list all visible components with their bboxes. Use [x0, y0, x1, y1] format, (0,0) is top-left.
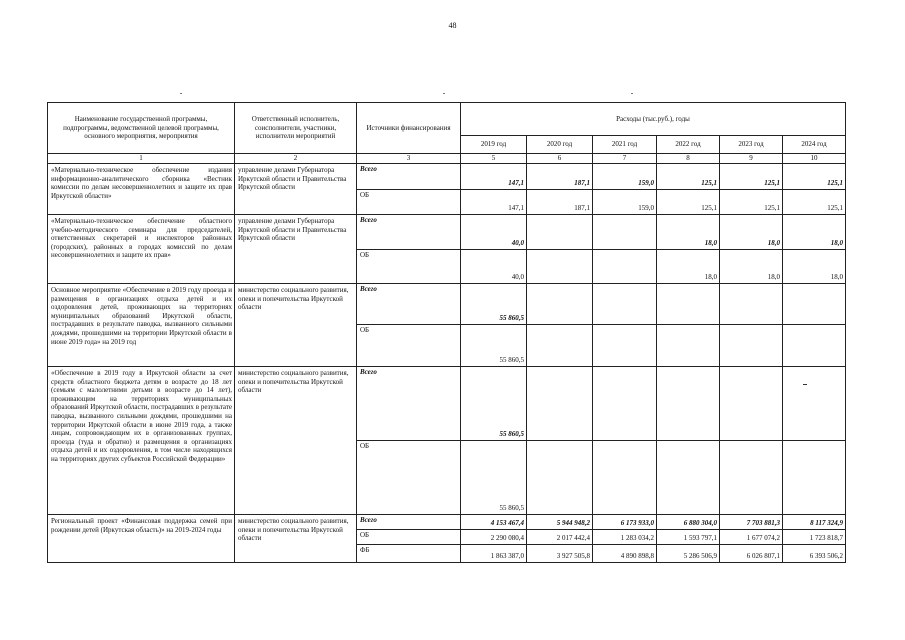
value-cell: 1 593 797,1	[657, 530, 720, 545]
value-cell	[783, 367, 846, 441]
value-cell	[657, 284, 720, 325]
header-year: 2022 год	[657, 136, 720, 154]
value-cell	[527, 367, 593, 441]
row-name: «Материально-техническое обеспечение областного учебно-методического семинара для председателей, ответственных секретарей и инспекторов районных (городских), районных в городах комиссий по делам несовершеннолетних и защите их прав»	[48, 215, 235, 284]
value-cell: 6 026 807,1	[720, 545, 783, 563]
table-row	[48, 515, 846, 530]
value-cell: 2 290 080,4	[461, 530, 527, 545]
value-cell: 4 890 898,8	[593, 545, 657, 563]
value-cell	[783, 441, 846, 515]
value-cell: 4 153 467,4	[461, 515, 527, 530]
value-cell: 40,0	[461, 215, 527, 250]
row-name: «Обеспечение в 2019 году в Иркутской области за счет средств областного бюджета детям в возрасте до 18 лет (семьям с малолетними детьми в возрасте до 14 лет), проживающим на территориях муниципальных образований Иркутской области, пострадавших в результате паводка, вызванного сильными дождями, прошедшими на территории Иркутской области в июне 2019 года, а также лицам, сопровождающим их в организованных группах, проезда (туда и обратно) и размещения в организациях отдыха детей и их оздоровления, в том числе находящихся на территориях других субъектов Российской Федерации»	[48, 367, 235, 515]
value-cell	[593, 215, 657, 250]
value-cell: 18,0	[657, 215, 720, 250]
column-number: 3	[357, 154, 461, 164]
table-row	[48, 164, 846, 190]
value-cell: 125,1	[783, 190, 846, 215]
source-label: ОБ	[357, 325, 461, 367]
header-year: 2019 год	[461, 136, 527, 154]
value-cell: 125,1	[657, 190, 720, 215]
source-label: Всего	[357, 515, 461, 530]
page-number: 48	[448, 21, 457, 30]
expenditure-table	[47, 102, 846, 563]
row-name: Основное мероприятие «Обеспечение в 2019 году проезда и размещения в организациях отдыха детей и их оздоровления детей, проживающих на территориях муниципальных образований Иркутской области, пострадавших в результате паводка, вызванного сильными дождями, прошедшими на территории Иркутской области в июне 2019 года» на 2019 год	[48, 284, 235, 367]
scan-speck	[180, 93, 182, 94]
column-number: 8	[657, 154, 720, 164]
header-responsible: Ответственный исполнитель, соисполнители, участники, исполнители мероприятий	[235, 103, 357, 154]
column-number: 1	[48, 154, 235, 164]
value-cell: 147,1	[461, 190, 527, 215]
value-cell	[527, 250, 593, 284]
source-label: Всего	[357, 284, 461, 325]
value-cell	[657, 325, 720, 367]
source-label: ОБ	[357, 441, 461, 515]
value-cell: 5 286 506,9	[657, 545, 720, 563]
row-responsible: министерство социального развития, опеки и попечительства Иркутской области	[235, 367, 357, 515]
value-cell	[657, 441, 720, 515]
value-cell: 5 944 948,2	[527, 515, 593, 530]
value-cell: 18,0	[720, 215, 783, 250]
source-label: ОБ	[357, 190, 461, 215]
value-cell: 18,0	[657, 250, 720, 284]
value-cell: 1 677 074,2	[720, 530, 783, 545]
value-cell	[527, 441, 593, 515]
value-cell: 147,1	[461, 164, 527, 190]
value-cell: 125,1	[657, 164, 720, 190]
value-cell: 2 017 442,4	[527, 530, 593, 545]
scan-speck	[443, 93, 445, 94]
column-number-row	[48, 154, 846, 164]
value-cell: 55 860,5	[461, 441, 527, 515]
row-responsible: управление делами Губернатора Иркутской области и Правительства Иркутской области	[235, 215, 357, 284]
value-cell: 40,0	[461, 250, 527, 284]
value-cell: 6 173 933,0	[593, 515, 657, 530]
value-cell: 187,1	[527, 164, 593, 190]
value-cell	[720, 325, 783, 367]
value-cell	[593, 441, 657, 515]
value-cell: 1 863 387,0	[461, 545, 527, 563]
value-cell: 125,1	[720, 190, 783, 215]
scan-mark	[803, 384, 807, 385]
value-cell: 55 860,5	[461, 284, 527, 325]
value-cell: 125,1	[720, 164, 783, 190]
value-cell: 55 860,5	[461, 367, 527, 441]
source-label: Всего	[357, 164, 461, 190]
table-row	[48, 367, 846, 441]
value-cell	[593, 367, 657, 441]
value-cell: 18,0	[783, 250, 846, 284]
value-cell	[593, 284, 657, 325]
value-cell: 187,1	[527, 190, 593, 215]
value-cell	[593, 325, 657, 367]
value-cell	[657, 367, 720, 441]
column-number: 2	[235, 154, 357, 164]
value-cell: 8 117 324,9	[783, 515, 846, 530]
header-year: 2024 год	[783, 136, 846, 154]
row-responsible: управление делами Губернатора Иркутской области и Правительства Иркутской области	[235, 164, 357, 215]
value-cell	[593, 250, 657, 284]
column-number: 6	[527, 154, 593, 164]
value-cell: 6 880 304,0	[657, 515, 720, 530]
header-expenses: Расходы (тыс.руб.), годы	[461, 103, 846, 136]
row-responsible: министерство социального развития, опеки и попечительства Иркутской области	[235, 284, 357, 367]
source-label: ОБ	[357, 530, 461, 545]
value-cell	[720, 284, 783, 325]
source-label: Всего	[357, 367, 461, 441]
header-year: 2021 год	[593, 136, 657, 154]
value-cell	[783, 284, 846, 325]
row-name: Региональный проект «Финансовая поддержка семей при рождении детей (Иркутская область)» на 2019-2024 годы	[48, 515, 235, 563]
value-cell: 18,0	[783, 215, 846, 250]
value-cell: 7 703 881,3	[720, 515, 783, 530]
value-cell	[720, 441, 783, 515]
scan-speck	[631, 93, 633, 94]
header-row	[48, 103, 846, 136]
value-cell: 55 860,5	[461, 325, 527, 367]
source-label: ОБ	[357, 250, 461, 284]
header-year: 2020 год	[527, 136, 593, 154]
table-row	[48, 284, 846, 325]
source-label: Всего	[357, 215, 461, 250]
row-name: «Материально-техническое обеспечение издания информационно-аналитического сборника «Вестник комиссии по делам несовершеннолетних и защите их прав Иркутской области»	[48, 164, 235, 215]
value-cell: 159,0	[593, 190, 657, 215]
value-cell: 125,1	[783, 164, 846, 190]
column-number: 5	[461, 154, 527, 164]
value-cell	[783, 325, 846, 367]
header-year: 2023 год	[720, 136, 783, 154]
value-cell	[527, 215, 593, 250]
header-name: Наименование государственной программы, подпрограммы, ведомственной целевой программы, основного мероприятия, мероприятия	[48, 103, 235, 154]
column-number: 7	[593, 154, 657, 164]
table-row	[48, 215, 846, 250]
value-cell	[527, 325, 593, 367]
value-cell	[527, 284, 593, 325]
row-responsible: министерство социального развития, опеки и попечительства Иркутской области	[235, 515, 357, 563]
column-number: 10	[783, 154, 846, 164]
value-cell	[720, 367, 783, 441]
header-sources: Источники финансирования	[357, 103, 461, 154]
source-label: ФБ	[357, 545, 461, 563]
value-cell: 6 393 506,2	[783, 545, 846, 563]
value-cell: 1 723 818,7	[783, 530, 846, 545]
column-number: 9	[720, 154, 783, 164]
value-cell: 1 283 034,2	[593, 530, 657, 545]
value-cell: 159,0	[593, 164, 657, 190]
value-cell: 18,0	[720, 250, 783, 284]
value-cell: 3 927 505,8	[527, 545, 593, 563]
